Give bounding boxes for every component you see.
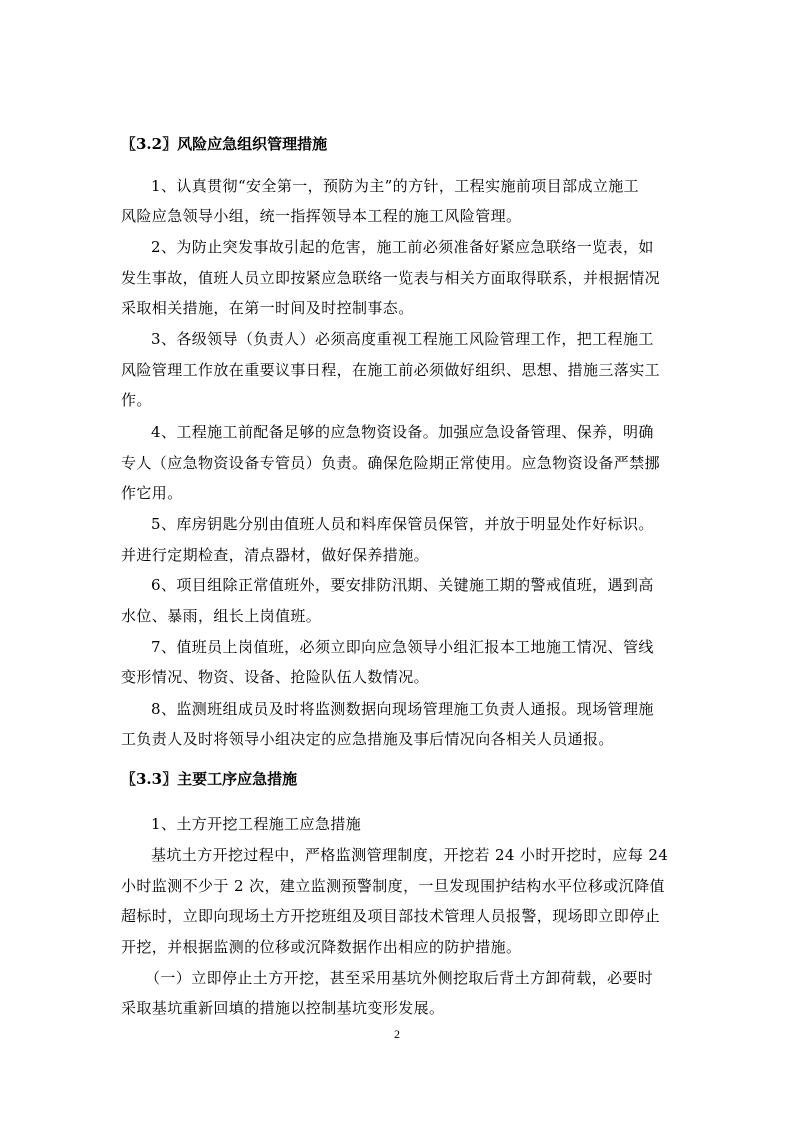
paragraph-line: 风险应急领导小组，统一指挥领导本工程的施工风险管理。	[121, 207, 522, 225]
paragraph-line: 4、工程施工前配备足够的应急物资设备。加强应急设备管理、保养，明确	[151, 423, 654, 441]
section-heading-3-3: 〖3.3〗主要工序应急措施	[121, 770, 298, 788]
paragraph-line: 6、项目组除正常值班外，要安排防汛期、关键施工期的警戒值班，遇到高	[151, 576, 654, 594]
paragraph-line: 1、认真贯彻“安全第一，预防为主”的方针，工程实施前项目部成立施工	[151, 177, 640, 195]
paragraph-line: 7、值班员上岗值班，必须立即向应急领导小组汇报本工地施工情况、管线	[151, 638, 654, 656]
paragraph-line: 变形情况、物资、设备、抢险队伍人数情况。	[121, 668, 430, 686]
paragraph-line: 5、库房钥匙分别由值班人员和料库保管员保管，并放于明显处作好标识。	[151, 515, 654, 533]
paragraph-line: 作。	[121, 391, 152, 409]
paragraph-line: 基坑土方开挖过程中，严格监测管理制度，开挖若 24 小时开挖时，应每 24	[151, 846, 669, 864]
paragraph-line: 采取相关措施，在第一时间及时控制事态。	[121, 299, 414, 317]
paragraph-line: 工负责人及时将领导小组决定的应急措施及事后情况向各相关人员通报。	[121, 730, 614, 748]
page-number: 2	[394, 1027, 400, 1041]
paragraph-line: 并进行定期检查，清点器材，做好保养措施。	[121, 546, 430, 564]
paragraph-line: 超标时，立即向现场土方开挖班组及项目部技术管理人员报警，现场即立即停止	[121, 907, 661, 925]
paragraph-line: 开挖，并根据监测的位移或沉降数据作出相应的防护措施。	[121, 938, 522, 956]
paragraph-line: 1、土方开挖工程施工应急措施	[151, 815, 362, 833]
paragraph-line: 2、为防止突发事故引起的危害，施工前必须准备好紧应急联络一览表，如	[151, 238, 654, 256]
section-heading-3-2: 〖3.2〗风险应急组织管理措施	[121, 135, 328, 153]
paragraph-line: 水位、暴雨，组长上岗值班。	[121, 607, 322, 625]
paragraph-line: （一）立即停止土方开挖，甚至采用基坑外侧挖取后背土方卸荷载，必要时	[145, 969, 654, 987]
paragraph-line: 采取基坑重新回填的措施以控制基坑变形发展。	[121, 999, 445, 1017]
paragraph-line: 8、监测班组成员及时将监测数据向现场管理施工负责人通报。现场管理施	[151, 700, 654, 718]
paragraph-line: 专人（应急物资设备专管员）负责。确保危险期正常使用。应急物资设备严禁挪	[121, 454, 661, 472]
paragraph-line: 发生事故，值班人员立即按紧应急联络一览表与相关方面取得联系，并根据情况	[121, 269, 661, 287]
paragraph-line: 作它用。	[121, 484, 183, 502]
paragraph-line: 小时监测不少于 2 次，建立监测预警制度，一旦发现围护结构水平位移或沉降值	[121, 877, 665, 895]
paragraph-line: 风险管理工作放在重要议事日程，在施工前必须做好组织、思想、措施三落实工	[121, 361, 661, 379]
paragraph-line: 3、各级领导（负责人）必须高度重视工程施工风险管理工作，把工程施工	[151, 330, 654, 348]
